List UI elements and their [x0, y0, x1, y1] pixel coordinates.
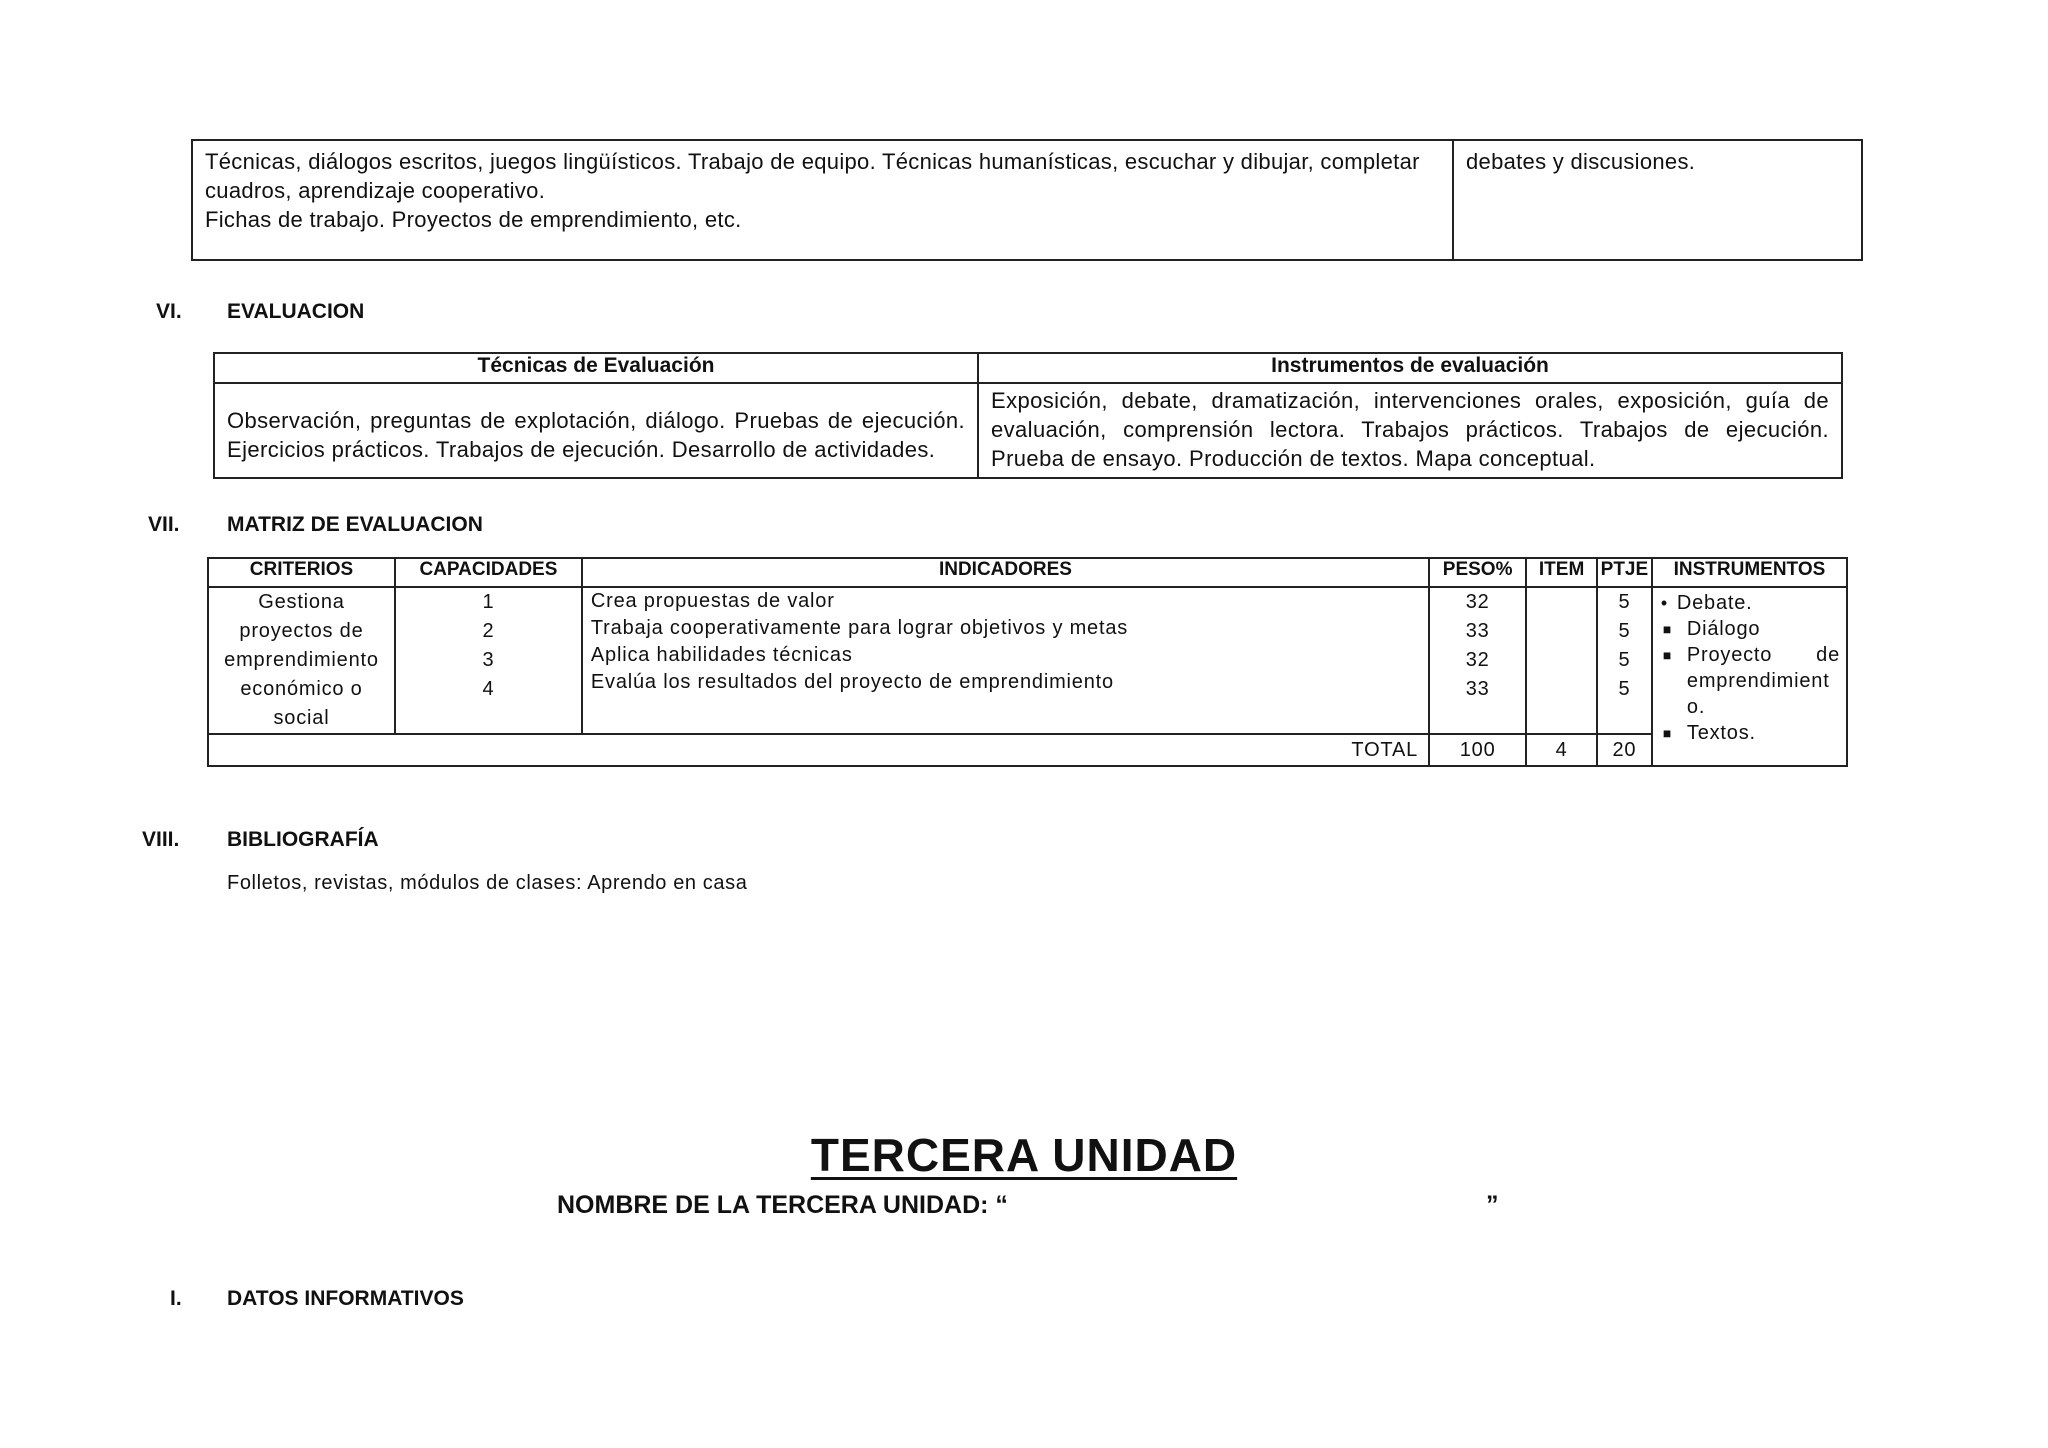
weight-value: 33 [1465, 678, 1490, 700]
matrix-scores-cell [1597, 587, 1652, 734]
instrument-label: Proyecto de emprendimient o. [1686, 644, 1840, 718]
weight-value: 32 [1465, 649, 1490, 671]
capacity-number: 3 [482, 649, 495, 671]
eval-header-techniques: Técnicas de Evaluación [214, 353, 978, 383]
instrument-label: Diálogo [1686, 618, 1761, 640]
score-value: 5 [1618, 620, 1631, 642]
matrix-header-item: ITEM [1526, 558, 1597, 587]
indicator-item: Trabaja cooperativamente para lograr objetivos y metas [590, 617, 1129, 639]
unit-title-text: TERCERA UNIDAD [810, 1129, 1238, 1181]
section-number: VI. [156, 300, 182, 323]
square-bullet-icon: ■ [1662, 725, 1673, 741]
capacity-number: 1 [482, 591, 495, 613]
criterion-line: emprendimiento [224, 649, 379, 671]
instrument-item [1659, 590, 1840, 616]
matrix-total-label: TOTAL [208, 734, 1429, 766]
strategies-cell [192, 140, 1453, 260]
eval-header-instruments: Instrumentos de evaluación [978, 353, 1842, 383]
bibliography-text: Folletos, revistas, módulos de clases: Aprendo en casa [227, 872, 748, 894]
section-title-evaluacion: EVALUACION [227, 300, 365, 323]
section-title-matriz: MATRIZ DE EVALUACION [227, 513, 483, 536]
strategies-line: Fichas de trabajo. Proyectos de emprendimiento, etc. [205, 207, 742, 232]
score-value: 5 [1618, 591, 1631, 613]
instrument-item [1659, 720, 1840, 746]
weight-value: 32 [1465, 591, 1490, 613]
matrix-total-items: 4 [1526, 734, 1597, 766]
matrix-header-indicadores: INDICADORES [582, 558, 1429, 587]
capacity-number: 4 [482, 678, 495, 700]
matrix-criterion-cell [208, 587, 395, 734]
matrix-indicators-cell [582, 587, 1429, 734]
matrix-weights-cell [1429, 587, 1526, 734]
instrument-label: Debate. [1676, 592, 1753, 614]
unit-name-label: NOMBRE DE LA TERCERA UNIDAD: “ [557, 1191, 1008, 1219]
criterion-line: social [273, 707, 330, 729]
square-bullet-icon: ■ [1662, 647, 1673, 663]
evaluation-table [213, 352, 1843, 479]
matrix-total-weight: 100 [1429, 734, 1526, 766]
matrix-capacities-cell [395, 587, 582, 734]
strategies-line: cuadros, aprendizaje cooperativo. [205, 178, 546, 203]
eval-instruments-cell: Exposición, debate, dramatización, intervenciones orales, exposición, guía de evaluación, comprensión lectora. Trabajos prácticos. Trabajos de ejecución. Prueba de ensayo. Producción de textos. Mapa conceptual. [978, 383, 1842, 478]
criterion-line: proyectos de [239, 620, 364, 642]
indicator-item: Aplica habilidades técnicas [590, 644, 853, 666]
strategies-table [191, 139, 1863, 261]
instruments-list [1659, 590, 1840, 746]
section-number: VIII. [142, 828, 180, 851]
strategies-line: Técnicas, diálogos escritos, juegos lingüísticos. Trabajo de equipo. Técnicas humanísticas, escuchar y dibujar, completar [205, 149, 1420, 174]
instrument-label: Textos. [1686, 722, 1756, 744]
indicator-item: Evalúa los resultados del proyecto de emprendimiento [590, 671, 1114, 693]
matrix-header-criterios: CRITERIOS [208, 558, 395, 587]
matrix-items-cell [1526, 587, 1597, 734]
section-number: I. [170, 1287, 182, 1310]
strategies-right-cell: debates y discusiones. [1453, 140, 1862, 260]
score-value: 5 [1618, 678, 1631, 700]
matrix-header-ptje: PTJE [1597, 558, 1652, 587]
weight-value: 33 [1465, 620, 1490, 642]
criterion-line: económico o [240, 678, 363, 700]
indicator-item: Crea propuestas de valor [590, 590, 835, 612]
evaluation-matrix-table [207, 557, 1848, 767]
unit-title [0, 1128, 2048, 1182]
matrix-header-instrumentos: INSTRUMENTOS [1652, 558, 1847, 587]
matrix-instruments-cell [1652, 587, 1847, 766]
matrix-header-peso: PESO% [1429, 558, 1526, 587]
instrument-item [1659, 642, 1840, 720]
matrix-header-capacidades: CAPACIDADES [395, 558, 582, 587]
eval-techniques-cell: Observación, preguntas de explotación, diálogo. Pruebas de ejecución. Ejercicios prácticos. Trabajos de ejecución. Desarrollo de actividades. [214, 383, 978, 478]
section-title-bibliografia: BIBLIOGRAFÍA [227, 828, 379, 851]
bullet-icon: • [1660, 593, 1668, 613]
criterion-line: Gestiona [258, 591, 345, 613]
score-value: 5 [1618, 649, 1631, 671]
unit-name-close-quote: ” [1486, 1191, 1499, 1219]
capacity-number: 2 [482, 620, 495, 642]
instrument-item [1659, 616, 1840, 642]
matrix-total-score: 20 [1597, 734, 1652, 766]
section-number: VII. [148, 513, 180, 536]
section-title-datos: DATOS INFORMATIVOS [227, 1287, 464, 1310]
square-bullet-icon: ■ [1662, 621, 1673, 637]
